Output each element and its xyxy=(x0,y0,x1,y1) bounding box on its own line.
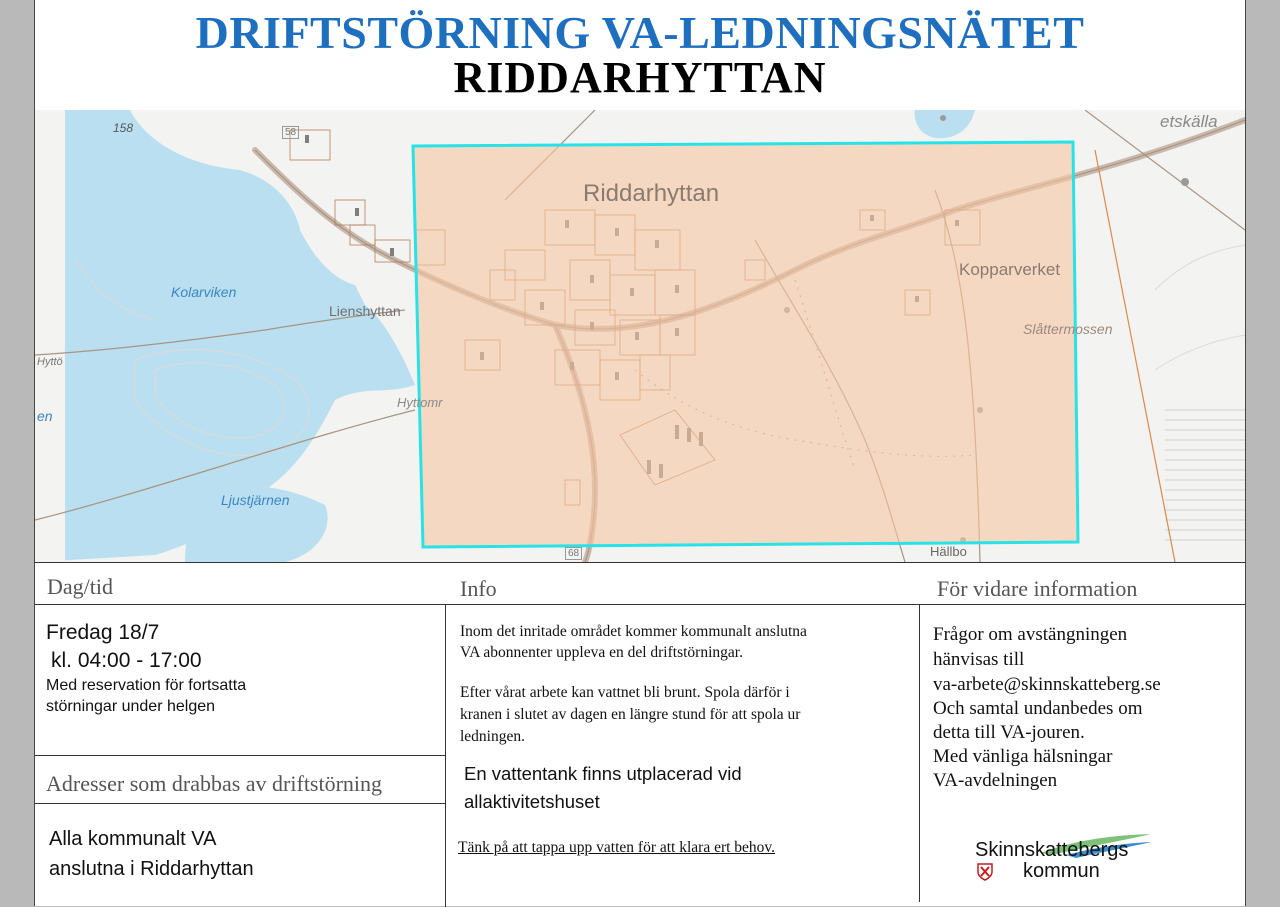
tank-text-1: En vattentank finns utplacerad vid xyxy=(464,763,742,784)
divider xyxy=(919,604,920,902)
area-map xyxy=(35,110,1245,562)
info-p2-line1: Efter vårat arbete kan vattnet bli brunt. Spola därför i xyxy=(460,684,790,701)
adresser-text-2: anslutna i Riddarhyttan xyxy=(49,858,254,880)
divider xyxy=(445,604,446,907)
contact-line-1: Frågor om avstängningen xyxy=(933,624,1128,645)
header xyxy=(35,0,1245,111)
info-panel xyxy=(35,562,1245,907)
logo-text-2: kommun xyxy=(1023,860,1100,882)
dagtid-heading: Dag/tid xyxy=(47,574,113,599)
map-label-elevation: 158 xyxy=(113,121,134,135)
divider xyxy=(35,604,1245,605)
info-p2-line2: kranen i slutet av dagen en längre stund för att spola ur xyxy=(460,706,801,723)
coat-of-arms-icon xyxy=(977,863,993,881)
tank-text-2: allaktivitetshuset xyxy=(464,791,600,812)
contact-line-7: VA-avdelningen xyxy=(933,770,1058,791)
contact-line-6: Med vänliga hälsningar xyxy=(933,746,1113,767)
affected-area xyxy=(413,142,1078,547)
map-label-kopparverket: Kopparverket xyxy=(959,260,1061,279)
info-note: Tänk på att tappa upp vatten för att klara ert behov. xyxy=(458,839,776,856)
notice-sheet xyxy=(34,0,1246,906)
page-subtitle: RIDDARHYTTAN xyxy=(453,53,827,102)
map-label-etskalla: etskälla xyxy=(1160,112,1218,131)
info-p1-line1: Inom det inritade området kommer kommunalt anslutna xyxy=(460,623,807,640)
contact-heading: För vidare information xyxy=(937,576,1138,601)
municipality-logo xyxy=(971,831,1161,891)
map-label-riddarhyttan: Riddarhyttan xyxy=(583,180,720,207)
map-label-edge-en: en xyxy=(37,408,53,424)
reservation-text-1: Med reservation för fortsatta xyxy=(46,677,247,694)
map-label-lienshyttan: Lienshyttan xyxy=(329,303,401,319)
map-label-hyttomr: Hyttomr xyxy=(397,395,443,410)
map-label-road-58-bottom: 68 xyxy=(565,547,582,560)
adresser-heading: Adresser som drabbas av driftstörning xyxy=(46,771,383,796)
divider xyxy=(35,755,445,756)
time-text: kl. 04:00 - 17:00 xyxy=(51,649,202,672)
divider xyxy=(35,803,445,804)
info-heading: Info xyxy=(460,576,497,601)
map-label-edge-hytte: Hyttö xyxy=(37,356,63,368)
contact-line-2: hänvisas till xyxy=(933,649,1025,670)
contact-line-4: Och samtal undanbedes om xyxy=(933,698,1143,719)
map-label-road-58-top: 58 xyxy=(282,126,299,139)
map-label-slattermossen: Slåttermossen xyxy=(1023,321,1113,337)
map-label-ljustjarnen: Ljustjärnen xyxy=(221,492,290,508)
map-label-kolarviken: Kolarviken xyxy=(171,284,237,300)
adresser-text-1: Alla kommunalt VA xyxy=(49,828,217,850)
contact-line-5: detta till VA-jouren. xyxy=(933,722,1085,743)
info-p1-line2: VA abonnenter uppleva en del driftstörningar. xyxy=(460,644,743,661)
reservation-text-2: störningar under helgen xyxy=(46,698,216,715)
day-text: Fredag 18/7 xyxy=(46,621,160,644)
logo-text-1: Skinnskattebergs xyxy=(975,839,1129,861)
map-label-hallbo: Hällbo xyxy=(930,544,967,559)
info-p2-line3: ledningen. xyxy=(460,728,525,745)
contact-email[interactable]: va-arbete@skinnskatteberg.se xyxy=(933,674,1161,695)
page-title: DRIFTSTÖRNING VA-LEDNINGSNÄTET xyxy=(195,7,1085,58)
